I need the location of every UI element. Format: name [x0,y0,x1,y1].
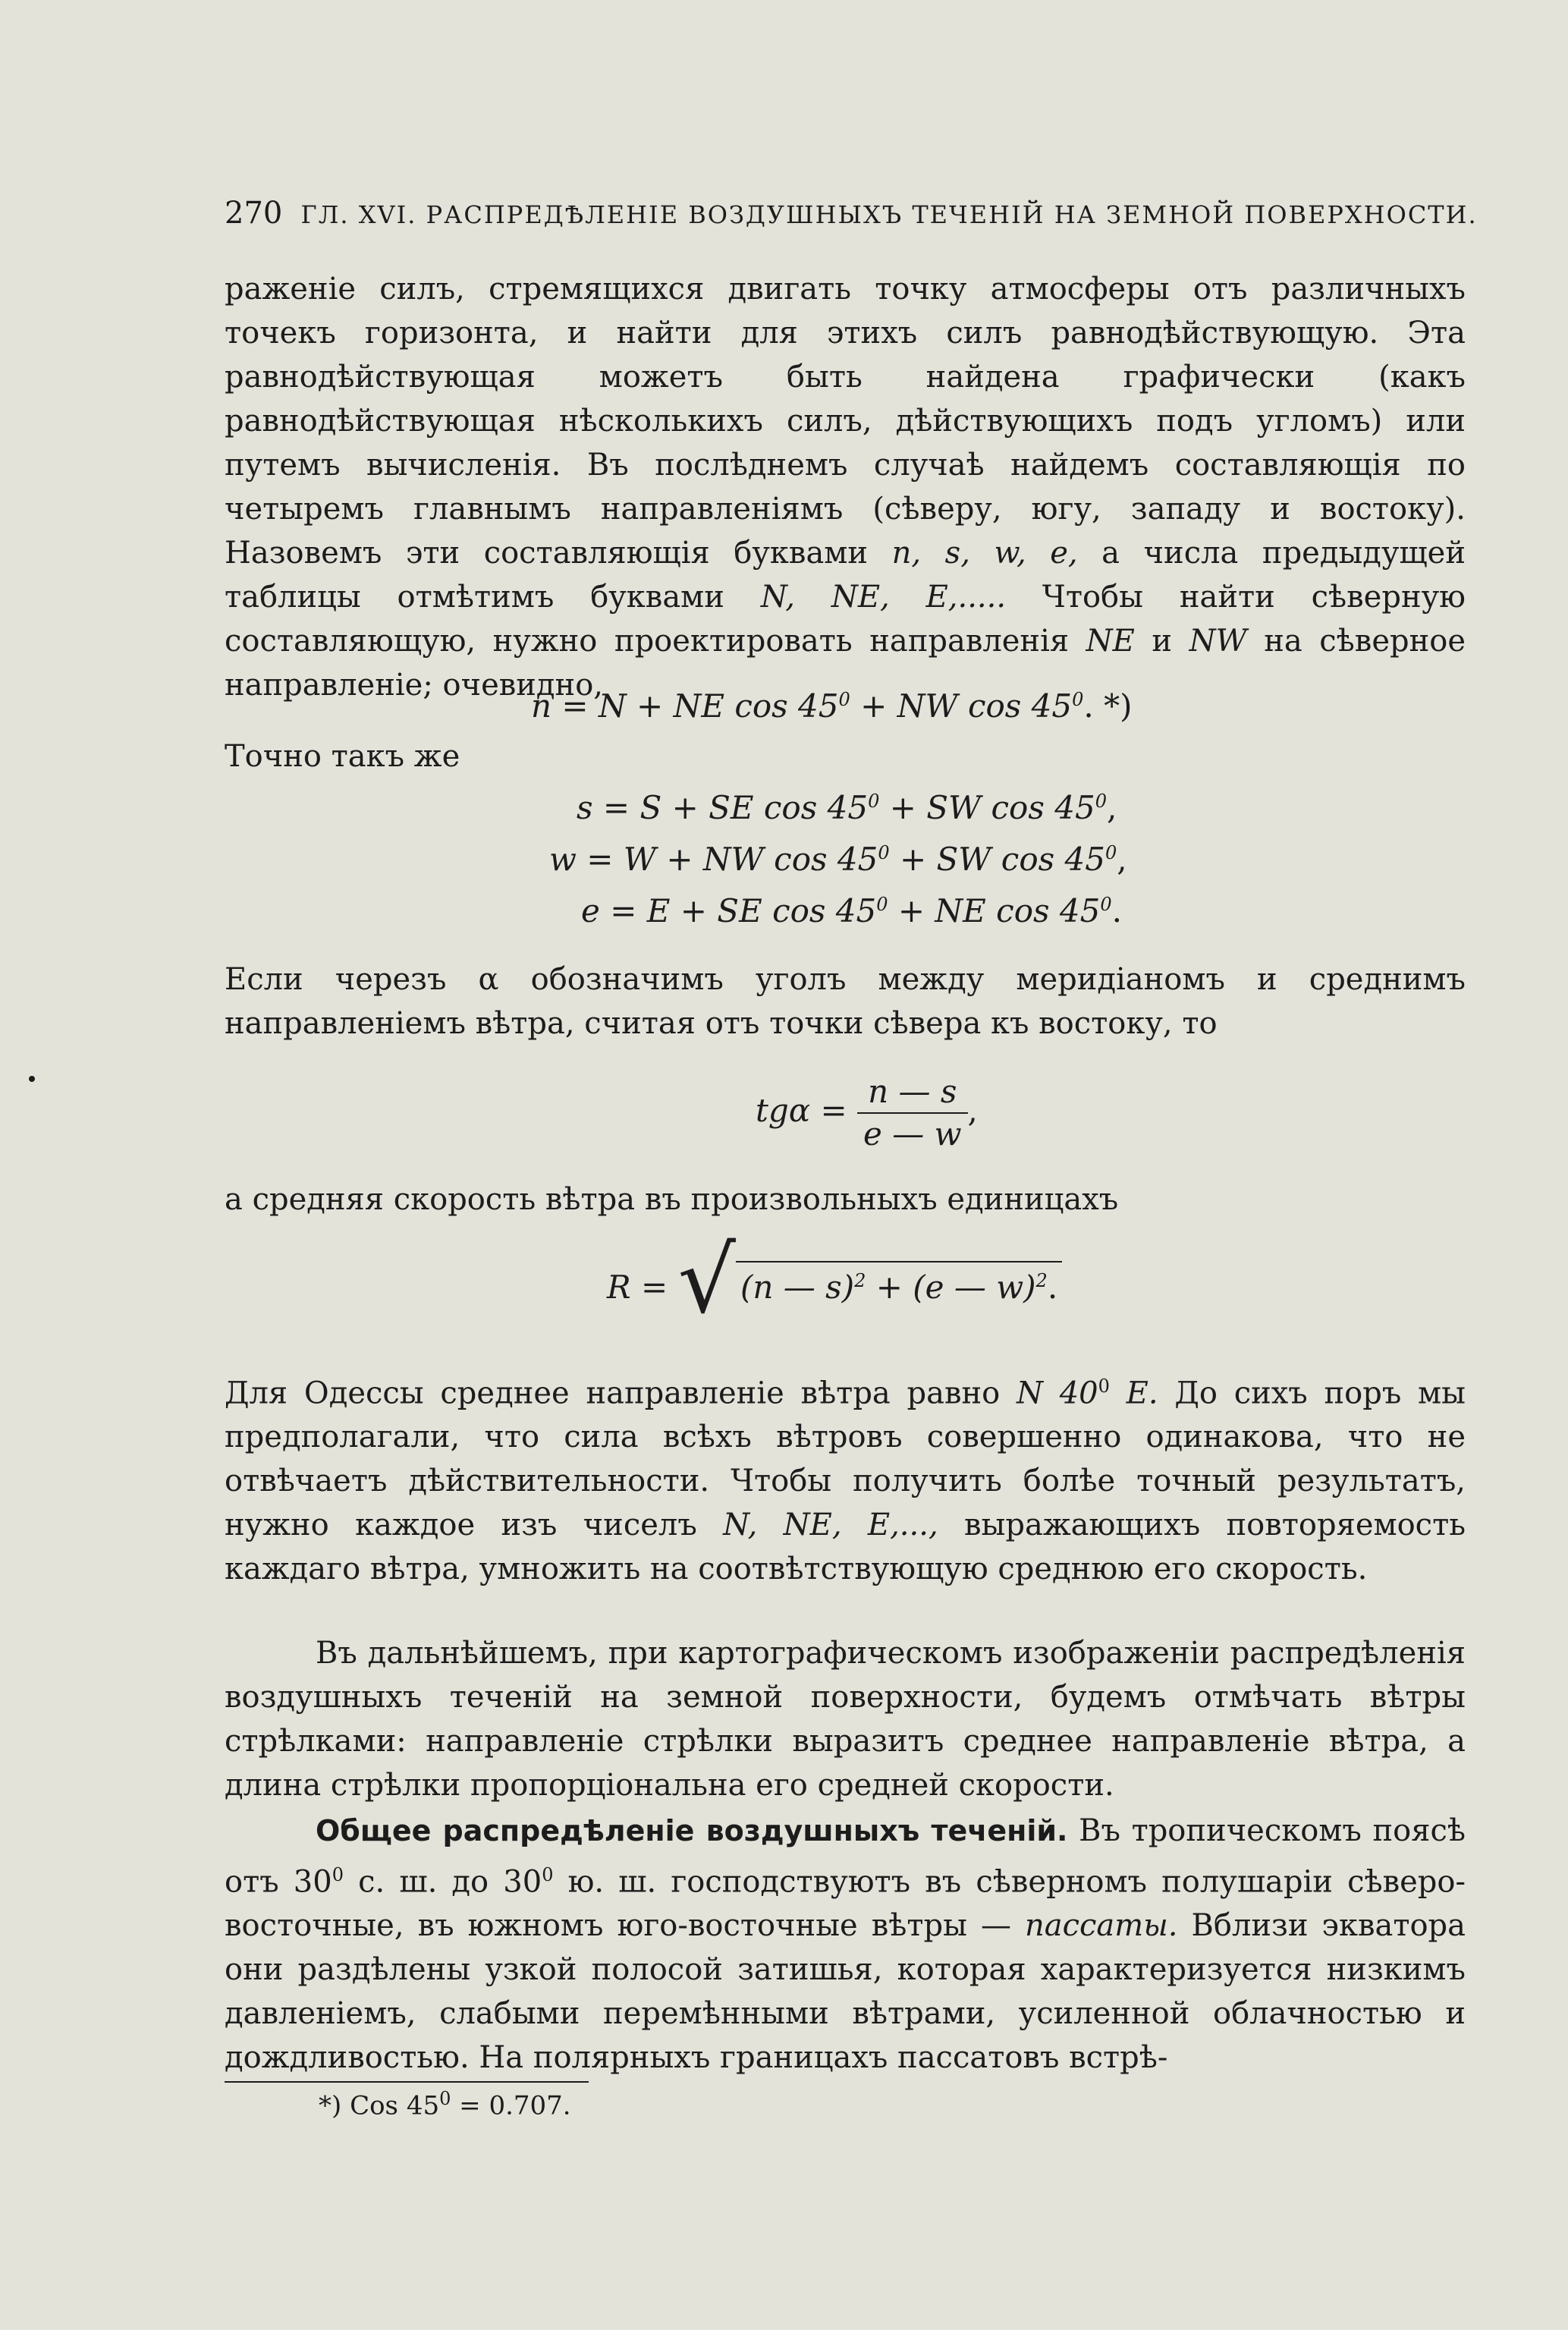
paragraph-speed: а средняя скорость вѣтра въ произвольныхъ единицахъ [225,1182,1119,1217]
text-run: а числа предыдущей таблицы отмѣтимъ буквами [225,536,1466,615]
formula-r: R = √ (n — s)$^2$ + (e — w)$^2$. [607,1269,1062,1306]
running-header [225,196,1478,231]
paragraph-arrows: Въ дальнѣйшемъ, при картографическомъ изображеніи распредѣленія воздушныхъ теченій на земной поверхности, будемъ отмѣчать вѣтры стрѣлками: направленіе стрѣлки выразитъ среднее направленіе вѣтра, а длина стрѣлки пропорціональна его средней скорости. [225,1636,1466,1803]
radicand: (n — s)$^2$ + (e — w)$^2$. [736,1261,1062,1306]
formula-e: e = E + SE $\cos 45^0$ + NE $\cos 45^0$. [581,892,1122,929]
paragraph-odessa: Для Одессы среднее направленіе вѣтра равно N $40^0$ E. До сихъ поръ мы предполагали, что сила всѣхъ вѣтровъ совершенно одинакова, что не отвѣчаетъ дѣйствительности. Чтобы получить болѣе точный результатъ, нужно каждое изъ чиселъ N, NE, E,..., выражающихъ повторяемость каждаго вѣтра, умножить на соотвѣтствующую среднюю его скорость. [225,1376,1466,1587]
paragraph-components [225,267,1466,707]
section-heading: Общее распредѣленіе воздушныхъ теченій. [316,1814,1068,1847]
formula-tg: tgα = $\frac{n — s}{e — w}$ , [756,1071,978,1155]
text-run: и [1134,624,1189,659]
paragraph-general: Общее распредѣленіе воздушныхъ теченій. Въ тропическомъ поясѣ отъ $30^0$ с. ш. до $30^0$ ю. ш. господствуютъ въ сѣверномъ полушаріи сѣверо-восточные, въ южномъ юго-восточные вѣтры — пассаты. Вблизи экватора они раздѣлены узкой полосой затишья, которая характеризуется низкимъ давленіемъ, слабыми перемѣнными вѣтрами, усиленной облачностью и дождливостью. На полярныхъ границахъ пассатовъ встрѣ- [225,1813,1466,2076]
margin-speck [29,1076,35,1082]
sqrt-sign: √ [677,1228,736,1334]
footnote: *) Cos $45^0 = 0.707$. [319,2088,571,2121]
formula-w: w = W + NW $\cos 45^0$ + SW $\cos 45^0$, [549,841,1127,878]
math-variables: N, NE, E,..... [760,580,1007,615]
page-number: 270 [225,196,283,231]
fraction: $\frac{n — s}{e — w}$ [857,1071,968,1155]
text-run: раженіе силъ, стремящихся двигать точку атмосферы отъ различныхъ точекъ горизонта, и найти для этихъ силъ равнодѣйствующую. Эта равнодѣйствующая можетъ быть найдена графически (какъ равнодѣйствующая нѣсколькихъ силъ, дѣйствующихъ подъ угломъ) или путемъ вычисленія. Въ послѣднемъ случаѣ найдемъ составляющія по четыремъ главнымъ направленіямъ (сѣверу, югу, западу и востоку). Назовемъ эти составляющія буквами [225,272,1466,571]
paragraph-exactly: Точно такъ же [225,739,460,774]
paragraph-alpha: Если черезъ α обозначимъ уголъ между меридіаномъ и среднимъ направленіемъ вѣтра, считая отъ точки сѣвера къ востоку, то [225,962,1466,1041]
text-run: Чтобы найти сѣверную составляющую, нужно проектировать направленія [225,580,1466,659]
formula-n: n = N + NE $\cos 45^0$ + NW $\cos 45^0$. *) [531,687,1133,725]
text-run: на сѣверное направленіе; очевидно, [225,624,1466,703]
math-variables: n, s, w, e, [891,536,1078,571]
math-variable: NW [1189,624,1247,659]
footnote-rule [225,2081,589,2083]
formula-s: s = S + SE $\cos 45^0$ + SW $\cos 45^0$, [577,789,1117,826]
running-title: ГЛ. XVI. РАСПРЕДѢЛЕНІЕ ВОЗДУШНЫХЪ ТЕЧЕНІЙ НА ЗЕМНОЙ ПОВЕРХНОСТИ. [300,200,1478,229]
math-variable: NE [1086,624,1135,659]
